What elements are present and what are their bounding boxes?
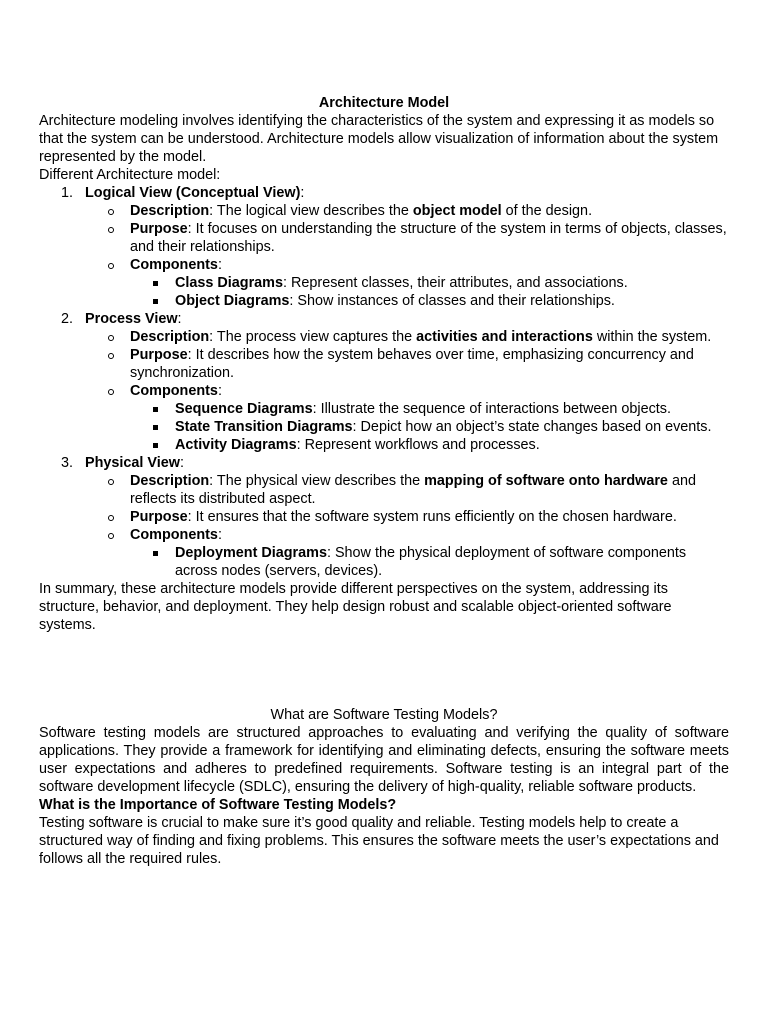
components-label: Components [130,383,218,399]
description-text: : The logical view describes the [209,203,413,219]
component-item [130,274,729,292]
description-item [85,202,729,220]
purpose-item [85,508,729,526]
description-text: : The physical view describes the [209,473,425,489]
purpose-item [85,220,729,256]
view-name: Logical View (Conceptual View) [85,185,301,201]
component-name: Class Diagrams [175,275,283,291]
testing-title: What are Software Testing Models? [270,707,498,723]
purpose-text: : It ensures that the software system runs efficiently on the chosen hardware. [187,509,677,525]
components-colon: : [217,383,222,399]
components-list [130,274,729,310]
architecture-intro: Architecture modeling involves identifying the characteristics of the system and expressing it as models so that the system can be understood. Architecture models allow visualization of information about the system represented by the model. [39,113,719,165]
description-bold: mapping of software onto hardware [424,473,668,489]
view-item-physical [39,454,729,580]
component-item [130,544,729,580]
circle-bullet-icon [108,515,114,521]
purpose-text: : It describes how the system behaves over time, emphasizing concurrency and synchronization. [130,347,694,381]
description-item [85,328,729,346]
purpose-label: Purpose [130,509,188,525]
description-text-end: within the system. [592,329,712,345]
component-text: : Illustrate the sequence of interactions between objects. [312,401,671,417]
description-item [85,472,729,508]
component-text: : Represent classes, their attributes, and associations. [283,275,628,291]
architecture-summary: In summary, these architecture models provide different perspectives on the system, addressing its structure, behavior, and deployment. They help design robust and scalable object-oriented software systems. [39,581,672,633]
description-label: Description [130,473,210,489]
component-text: : Show the physical deployment of software components across nodes (servers, devices). [175,545,687,579]
circle-bullet-icon [108,353,114,359]
view-number: 2. [61,311,74,327]
view-colon: : [177,311,182,327]
purpose-text: : It focuses on understanding the structure of the system in terms of objects, classes, and their relationships. [130,221,727,255]
square-bullet-icon [153,281,158,286]
component-item [130,418,729,436]
circle-bullet-icon [108,209,114,215]
purpose-item [85,346,729,382]
components-label: Components [130,257,218,273]
description-label: Description [130,203,210,219]
description-text-end: of the design. [501,203,593,219]
view-heading [85,454,729,472]
view-details-list [85,328,729,454]
view-colon: : [300,185,305,201]
view-name: Process View [85,311,178,327]
description-text: : The process view captures the [209,329,417,345]
circle-bullet-icon [108,533,114,539]
view-item-process [39,310,729,454]
architecture-views-list [39,184,729,580]
components-colon: : [217,257,222,273]
component-name: Activity Diagrams [175,437,297,453]
document-page [39,94,729,868]
circle-bullet-icon [108,389,114,395]
component-text: : Depict how an object’s state changes based on events. [352,419,712,435]
view-number: 3. [61,455,74,471]
component-name: Deployment Diagrams [175,545,327,561]
components-item [85,382,729,454]
circle-bullet-icon [108,479,114,485]
square-bullet-icon [153,407,158,412]
component-name: Sequence Diagrams [175,401,313,417]
components-item [85,526,729,580]
description-bold: activities and interactions [416,329,593,345]
component-item [130,292,729,310]
components-list [130,544,729,580]
importance-text: Testing software is crucial to make sure it’s good quality and reliable. Testing models help to create a structured way of finding and fixing problems. This ensures the software meets the user’s expectations and follows all the required rules. [39,815,719,867]
importance-heading-text: What is the Importance of Software Testing Models? [39,797,397,813]
components-list [130,400,729,454]
square-bullet-icon [153,425,158,430]
view-item-logical [39,184,729,310]
component-item [130,400,729,418]
components-label: Components [130,527,218,543]
view-name: Physical View [85,455,180,471]
purpose-label: Purpose [130,347,188,363]
description-bold: object model [412,203,502,219]
component-item [130,436,729,454]
view-details-list [85,202,729,310]
component-text: : Show instances of classes and their relationships. [289,293,615,309]
view-colon: : [179,455,184,471]
square-bullet-icon [153,443,158,448]
view-heading [85,310,729,328]
testing-intro: Software testing models are structured approaches to evaluating and verifying the quality of software applications. They provide a framework for identifying and eliminating defects, ensuring the software meets user expectations and adheres to predefined requirements. Software testing is an integral part of the software development lifecycle (SDLC), ensuring the delivery of high-quality, reliable software products. [39,725,729,795]
view-number: 1. [61,185,74,201]
circle-bullet-icon [108,335,114,341]
circle-bullet-icon [108,263,114,269]
section-spacer [39,634,729,706]
component-text: : Represent workflows and processes. [296,437,540,453]
component-name: State Transition Diagrams [175,419,353,435]
view-details-list [85,472,729,580]
importance-heading [39,796,729,814]
description-label: Description [130,329,210,345]
components-colon: : [217,527,222,543]
square-bullet-icon [153,551,158,556]
description-text-end: and reflects its distributed aspect. [130,473,696,507]
view-heading [85,184,729,202]
component-name: Object Diagrams [175,293,290,309]
circle-bullet-icon [108,227,114,233]
square-bullet-icon [153,299,158,304]
components-item [85,256,729,310]
purpose-label: Purpose [130,221,188,237]
architecture-title: Architecture Model [318,95,450,111]
architecture-list-heading: Different Architecture model: [39,167,221,183]
